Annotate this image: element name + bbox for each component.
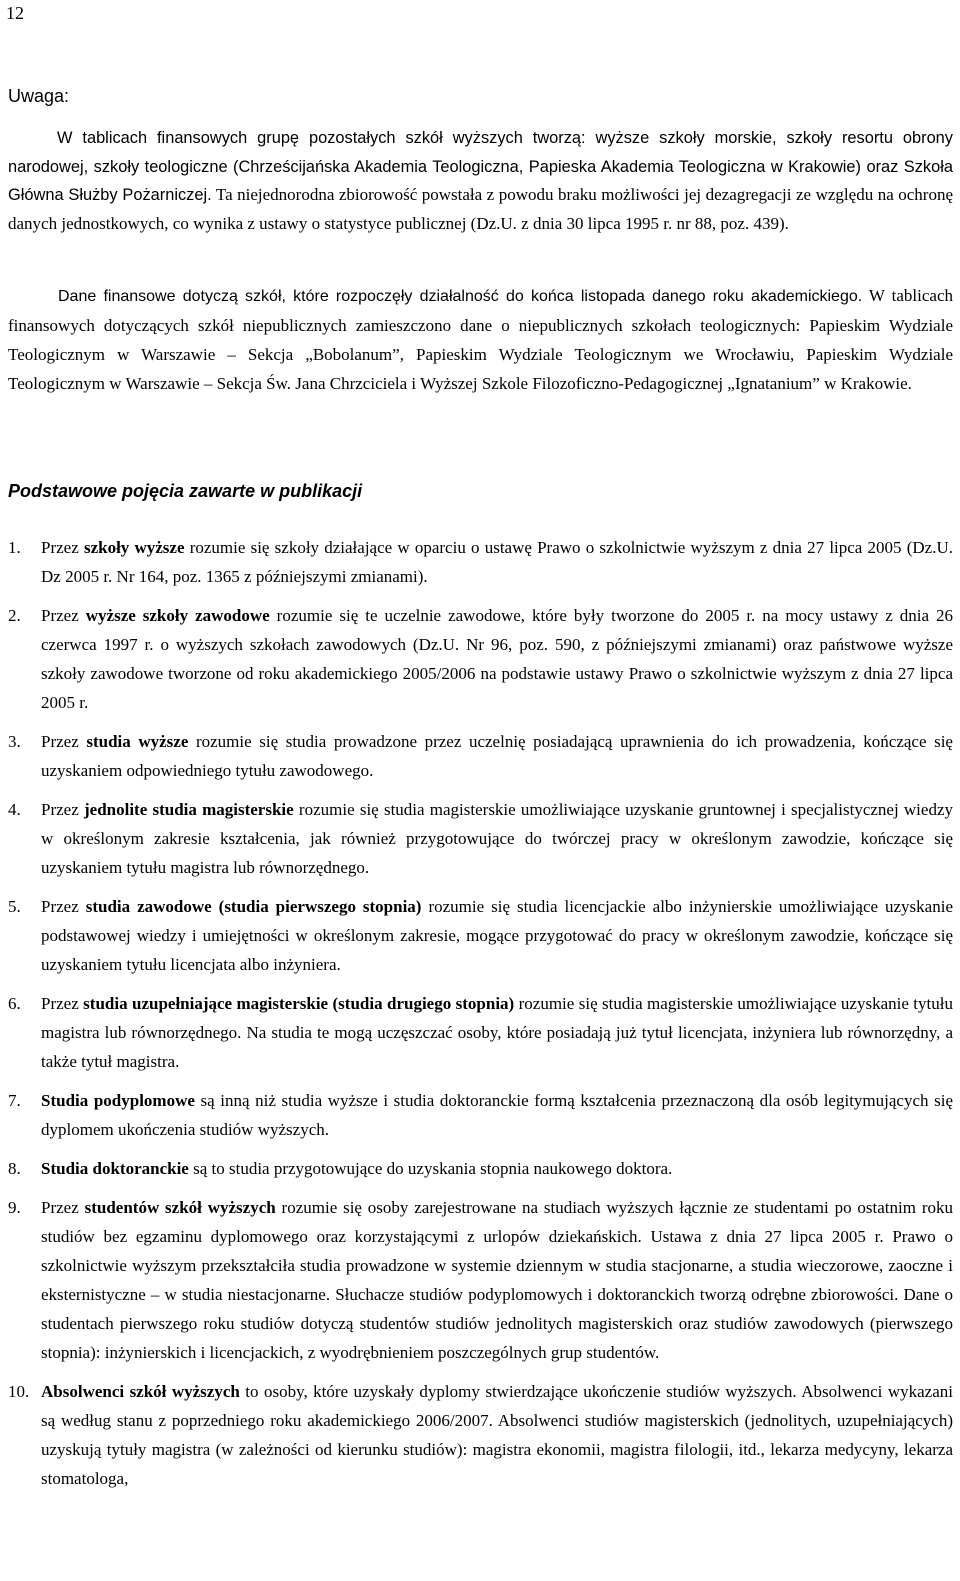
- definition-number: 5.: [8, 897, 21, 916]
- definition-item-5: [8, 892, 953, 979]
- definition-text: są inną niż studia wyższe i studia doktoranckie formą kształcenia przeznaczoną dla osób legitymujących się dyplomem ukończenia studiów wyższych.: [41, 1091, 953, 1139]
- definition-item-3: [8, 727, 953, 785]
- note-paragraph-1: [8, 124, 953, 238]
- definition-term: studia uzupełniające magisterskie (studia drugiego stopnia): [83, 994, 515, 1013]
- definition-text: rozumie się te uczelnie zawodowe, które były tworzone do 2005 r. na mocy ustawy z dnia 26 czerwca 1997 r. o wyższych szkołach zawodowych (Dz.U. Nr 96, poz. 590, z późniejszymi zmianami) oraz państwowe wyższe szkoły zawodowe tworzone od roku akademickiego 2005/2006 na podstawie ustawy Prawo o szkolnictwie wyższym z dnia 27 lipca 2005 r.: [41, 606, 953, 712]
- page-number: 12: [6, 3, 24, 23]
- definition-text: rozumie się studia magisterskie umożliwiające uzyskanie gruntownej i specjalistycznej wiedzy w określonym zakresie kształcenia, jak również przygotowujące do twórczej pracy w określonym zawodzie, kończące się uzyskaniem tytułu magistra lub równorzędnego.: [41, 800, 953, 877]
- definition-lead: Przez: [41, 800, 84, 819]
- definition-lead: Przez: [41, 732, 87, 751]
- definition-lead: Przez: [41, 1198, 85, 1217]
- definition-text: to osoby, które uzyskały dyplomy stwierdzające ukończenie studiów wyższych. Absolwenci wykazani są według stanu z poprzedniego roku akademickiego 2006/2007. Absolwenci studiów magisterskich (jednolitych, uzupełniających) uzyskują tytuły magistra (w zależności od kierunku studiów): magistra ekonomii, magistra filologii, itd., lekarza medycyny, lekarza stomatologa,: [41, 1382, 953, 1488]
- note-paragraph-2-part-a: Dane finansowe dotyczą szkół, które rozpoczęły działalność do końca listopada danego roku akademickiego.: [58, 288, 863, 305]
- definition-term: studentów szkół wyższych: [84, 1198, 276, 1217]
- definition-text: rozumie się studia licencjackie albo inżynierskie umożliwiające uzyskanie podstawowej wiedzy i umiejętności w określonym zakresie, mogące przygotować do pracy w określonym zawodzie, kończące się uzyskaniem tytułu licencjata albo inżyniera.: [41, 897, 953, 974]
- definition-lead: Przez: [41, 897, 86, 916]
- definitions-list: [8, 533, 953, 1503]
- section-heading: Podstawowe pojęcia zawarte w publikacji: [8, 481, 363, 501]
- definition-term: studia wyższe: [86, 732, 189, 751]
- note-paragraph-1-part-b: Ta niejednorodna zbiorowość powstała z powodu braku możliwości jej dezagregacji ze względu na ochronę danych jednostkowych, co wynika z ustawy o statystyce publicznej (Dz.U. z dnia 30 lipca 1995 r. nr 88, poz. 439).: [8, 185, 953, 233]
- definition-item-4: [8, 795, 953, 882]
- definition-text: rozumie się studia prowadzone przez uczelnię posiadającą uprawnienia do ich prowadzenia, kończące się uzyskaniem odpowiedniego tytułu zawodowego.: [41, 732, 953, 780]
- definition-text: rozumie się szkoły działające w oparciu o ustawę Prawo o szkolnictwie wyższym z dnia 27 lipca 2005 (Dz.U. Dz 2005 r. Nr 164, poz. 1365 z późniejszymi zmianami).: [41, 538, 953, 586]
- definition-term: wyższe szkoły zawodowe: [85, 606, 270, 625]
- definition-term: szkoły wyższe: [83, 538, 185, 557]
- definition-text: rozumie się osoby zarejestrowane na studiach wyższych łącznie ze studentami po ostatnim roku studiów bez egzaminu dyplomowego oraz korzystającymi z urlopów dziekańskich. Ustawa z dnia 27 lipca 2005 r. Prawo o szkolnictwie wyższym przekształciła studia prowadzone w systemie dziennym w studia stacjonarne, a studia wieczorowe, zaoczne i eksternistyczne – w studia niestacjonarne. Słuchacze studiów podyplomowych i doktoranckich tworzą odrębne zbiorowości. Dane o studentach pierwszego roku studiów dotyczą studentów studiów jednolitych magisterskich oraz studiów zawodowych (pierwszego stopnia): inżynierskich i licencjackich, z wyodrębnieniem poszczególnych grup studentów.: [41, 1198, 953, 1362]
- definition-number: 6.: [8, 994, 21, 1013]
- definition-text: rozumie się studia magisterskie umożliwiające uzyskanie tytułu magistra lub równorzędnego. Na studia te mogą uczęszczać osoby, które posiadają już tytuł licencjata, inżyniera lub równorzędny, a także tytuł magistra.: [41, 994, 953, 1071]
- definition-item-2: [8, 601, 953, 717]
- note-paragraph-1-part-a: W tablicach finansowych grupę pozostałych szkół wyższych tworzą: wyższe szkoły morskie, szkoły resortu obrony narodowej, szkoły teologiczne (Chrześcijańska Akademia Teologiczna, Papieska Akademia Teologiczna w Krakowie) oraz Szkoła Główna Służby Pożarniczej.: [8, 129, 953, 204]
- note-paragraph-2: [8, 281, 953, 398]
- definition-number: 9.: [8, 1198, 21, 1217]
- definition-lead: Przez: [41, 538, 84, 557]
- definition-term: jednolite studia magisterskie: [83, 800, 294, 819]
- definition-number: 3.: [8, 732, 21, 751]
- definition-item-1: [8, 533, 953, 591]
- definition-term: Studia podyplomowe: [41, 1091, 195, 1110]
- definition-text: są to studia przygotowujące do uzyskania stopnia naukowego doktora.: [188, 1159, 673, 1178]
- definition-item-9: [8, 1193, 953, 1367]
- definition-number: 7.: [8, 1091, 21, 1110]
- definition-number: 1.: [8, 538, 21, 557]
- definition-item-10: [8, 1377, 953, 1493]
- definition-number: 8.: [8, 1159, 21, 1178]
- definition-item-7: [8, 1086, 953, 1144]
- definition-number: 4.: [8, 800, 21, 819]
- note-label: Uwaga:: [8, 86, 70, 106]
- definition-number: 2.: [8, 606, 21, 625]
- definition-item-6: [8, 989, 953, 1076]
- definition-term: Studia doktoranckie: [41, 1159, 189, 1178]
- definition-lead: Przez: [41, 606, 86, 625]
- definition-number: 10.: [8, 1382, 30, 1401]
- definition-term: Absolwenci szkół wyższych: [41, 1382, 240, 1401]
- definition-item-8: [8, 1154, 953, 1183]
- note-paragraph-2-part-b: W tablicach finansowych dotyczących szkół niepublicznych zamieszczono dane o niepublicznych szkołach teologicznych: Papieskim Wydziale Teologicznym w Warszawie – Sekcja „Bobolanum”, Papieskim Wydziale Teologicznym we Wrocławiu, Papieskim Wydziale Teologicznym w Warszawie – Sekcja Św. Jana Chrzciciela i Wyższej Szkole Filozoficzno-Pedagogicznej „Ignatanium” w Krakowie.: [8, 286, 953, 393]
- definition-lead: Przez: [41, 994, 84, 1013]
- definition-term: studia zawodowe (studia pierwszego stopnia): [85, 897, 422, 916]
